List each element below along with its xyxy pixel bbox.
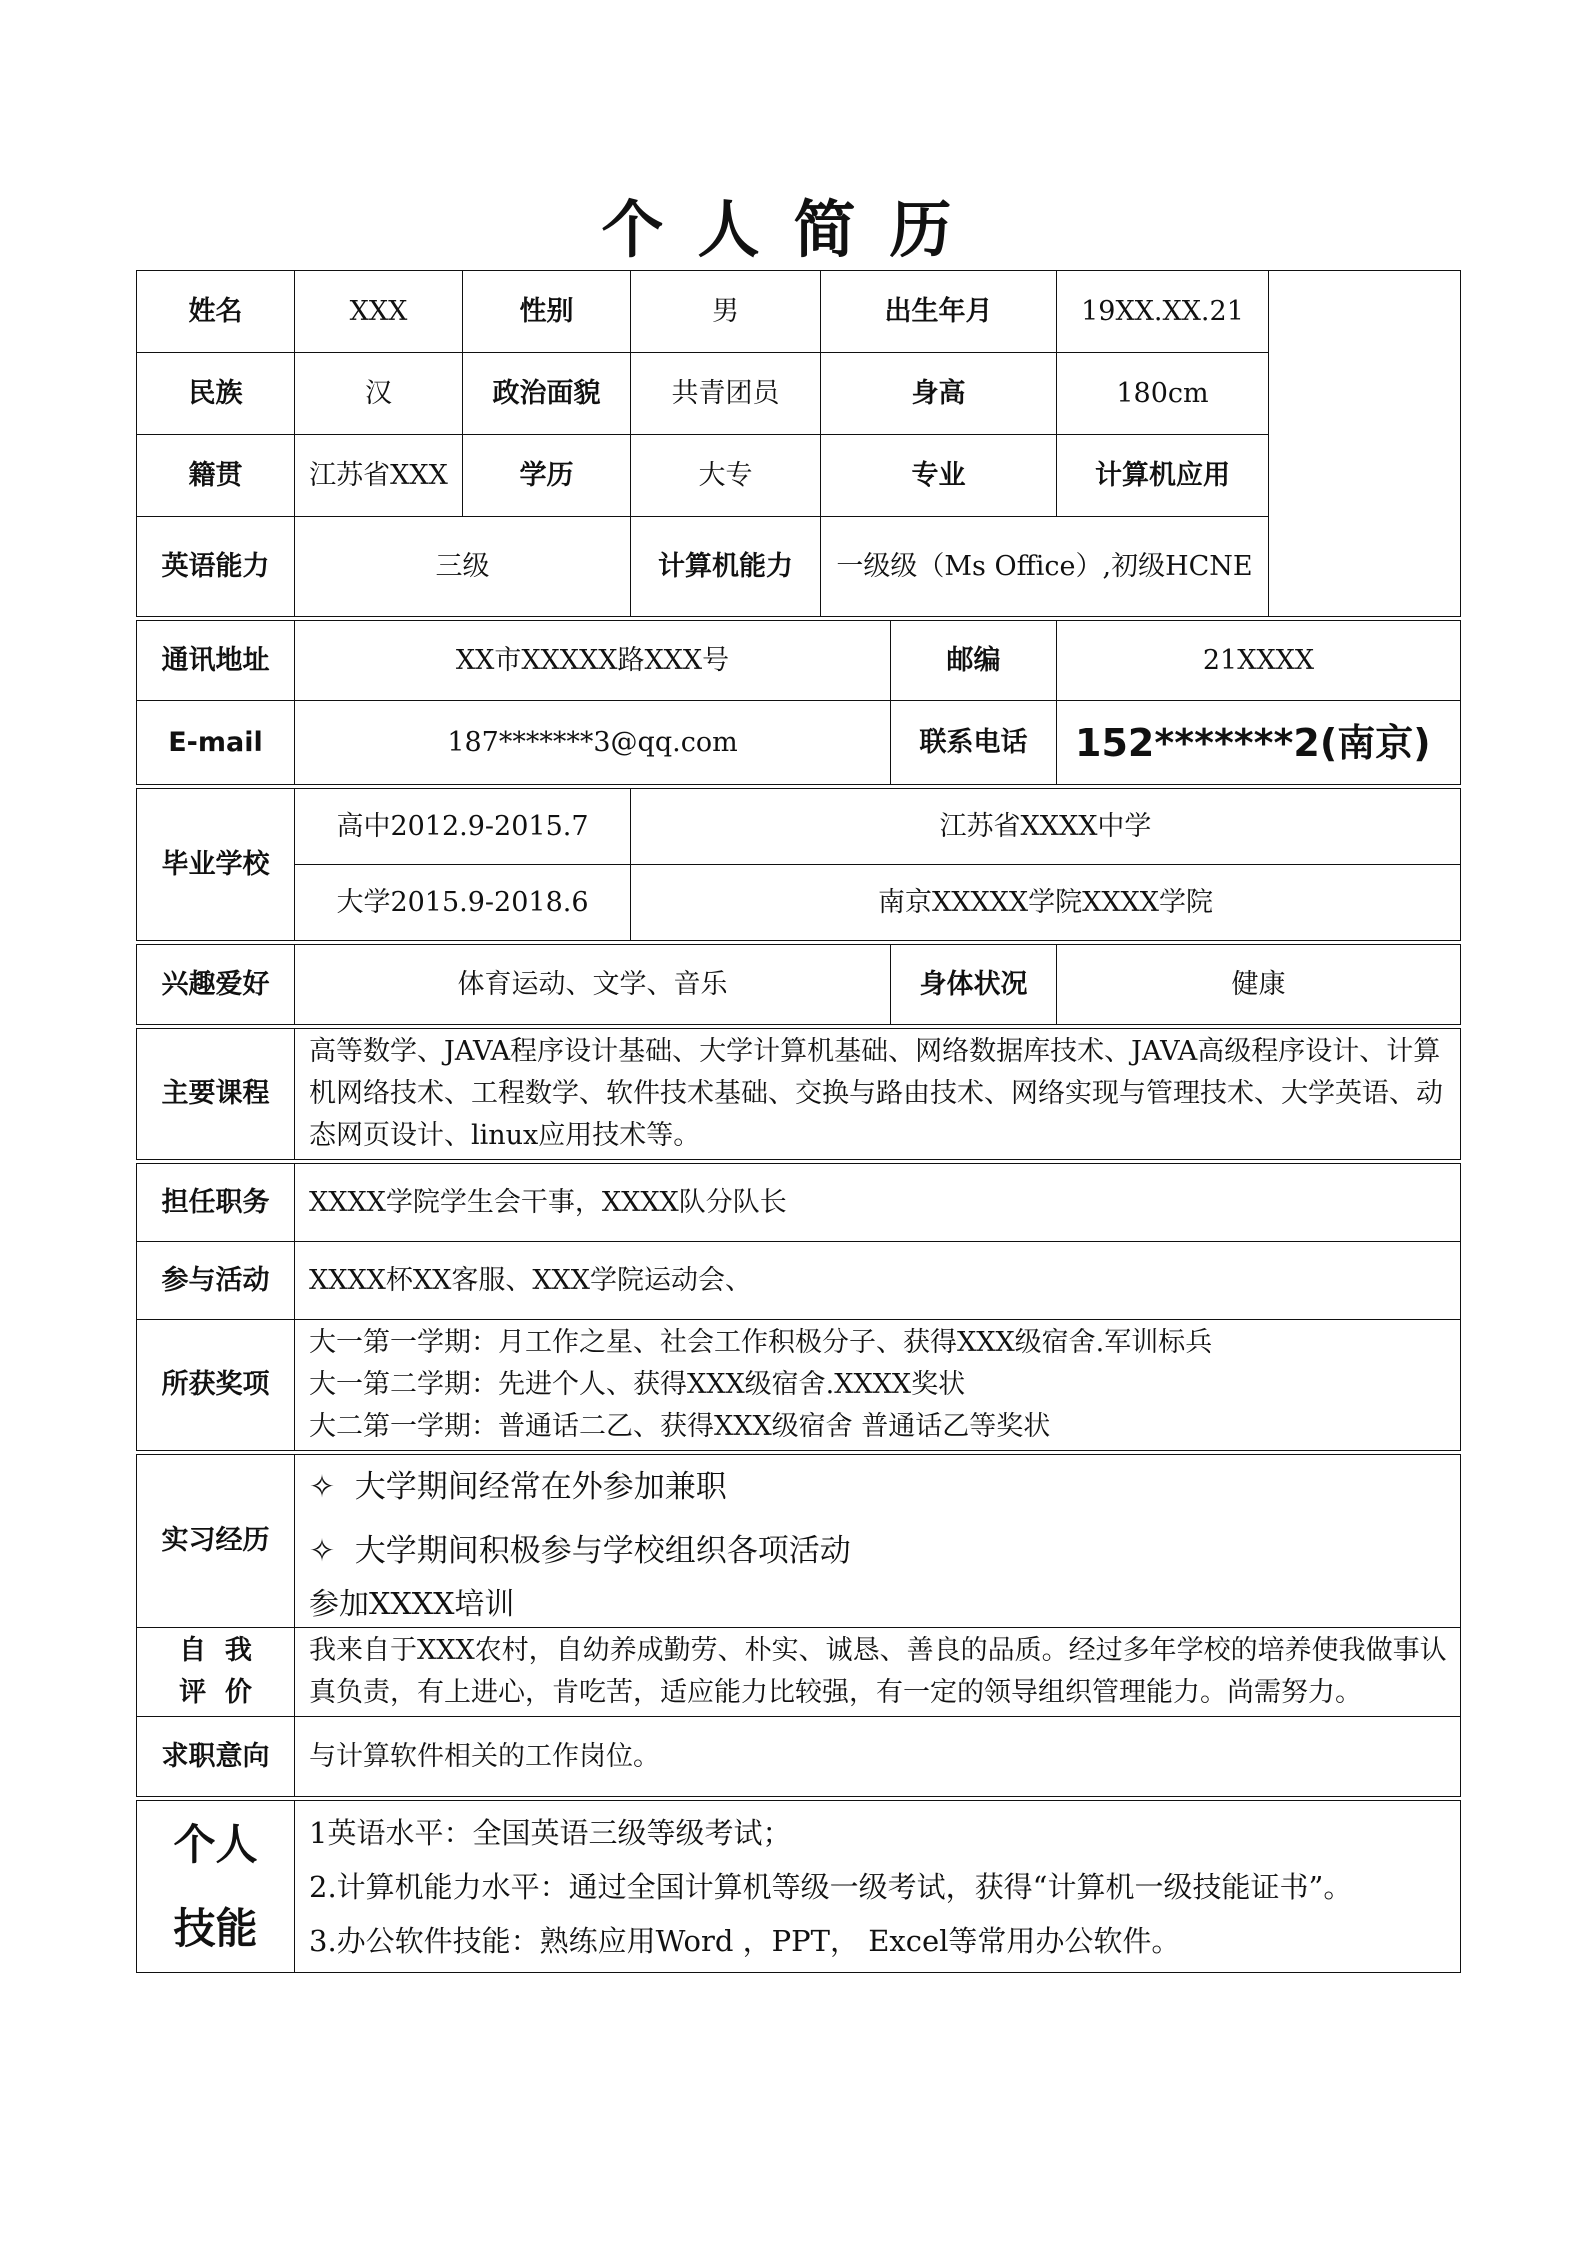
school-label: 毕业学校 [137, 789, 295, 941]
hobby-label: 兴趣爱好 [137, 945, 295, 1025]
intention-value: 与计算软件相关的工作岗位。 [295, 1717, 1461, 1797]
hobby-value: 体育运动、文学、音乐 [295, 945, 891, 1025]
height-value: 180cm [1057, 353, 1269, 435]
native-label: 籍贯 [137, 435, 295, 517]
school-name-2: 南京XXXXX学院XXXX学院 [631, 865, 1461, 941]
major-value: 计算机应用 [1057, 435, 1269, 517]
activity-label: 参与活动 [137, 1242, 295, 1320]
self-eval-label-1: 自 我 [179, 1635, 252, 1666]
skills-value [295, 1801, 1461, 1973]
internship-text-1: 大学期间经常在外参加兼职 [354, 1469, 727, 1505]
row-school-2 [137, 865, 1461, 941]
email-value: 187*******3@qq.com [295, 701, 891, 785]
phone-label: 联系电话 [891, 701, 1057, 785]
school-name-1: 江苏省XXXX中学 [631, 789, 1461, 865]
skills-label [137, 1801, 295, 1973]
major-label: 专业 [821, 435, 1057, 517]
award-line-2: 大一第二学期：先进个人、获得XXX级宿舍.XXXX奖状 [309, 1369, 966, 1400]
health-label: 身体状况 [891, 945, 1057, 1025]
row-internship [137, 1455, 1461, 1628]
row-address [137, 621, 1461, 701]
english-label: 英语能力 [137, 517, 295, 617]
zip-value: 21XXXX [1057, 621, 1461, 701]
health-value: 健康 [1057, 945, 1461, 1025]
row-name [137, 271, 1461, 353]
edu-value: 大专 [631, 435, 821, 517]
photo-area [1269, 271, 1461, 617]
birth-label: 出生年月 [821, 271, 1057, 353]
courses-label: 主要课程 [137, 1029, 295, 1160]
political-value: 共青团员 [631, 353, 821, 435]
row-duty [137, 1164, 1461, 1242]
address-value: XX市XXXXX路XXX号 [295, 621, 891, 701]
self-eval-label [137, 1628, 295, 1717]
birth-value: 19XX.XX.21 [1057, 271, 1269, 353]
computer-label: 计算机能力 [631, 517, 821, 617]
awards-value [295, 1320, 1461, 1451]
row-english [137, 517, 1461, 617]
row-ethnic [137, 353, 1461, 435]
row-activity [137, 1242, 1461, 1320]
row-school-1 [137, 789, 1461, 865]
gender-label: 性别 [463, 271, 631, 353]
internship-text-2: 大学期间积极参与学校组织各项活动 [354, 1533, 851, 1569]
internship-item-2 [309, 1519, 1454, 1583]
email-label: E-mail [137, 701, 295, 785]
row-awards [137, 1320, 1461, 1451]
row-native [137, 435, 1461, 517]
english-value: 三级 [295, 517, 631, 617]
political-label: 政治面貌 [463, 353, 631, 435]
zip-label: 邮编 [891, 621, 1057, 701]
resume-table [136, 270, 1461, 1973]
native-value: 江苏省XXX [295, 435, 463, 517]
name-value: XXX [295, 271, 463, 353]
school-period-1: 高中2012.9-2015.7 [295, 789, 631, 865]
intention-label: 求职意向 [137, 1717, 295, 1797]
skill-line-1: 1英语水平：全国英语三级等级考试； [309, 1815, 792, 1850]
school-period-2: 大学2015.9-2018.6 [295, 865, 631, 941]
resume-sheet [136, 270, 1460, 1973]
skill-line-3: 3.办公软件技能：熟练应用Word ，PPT， Excel等常用办公软件。 [309, 1923, 1181, 1958]
row-hobby [137, 945, 1461, 1025]
ethnic-label: 民族 [137, 353, 295, 435]
ethnic-value: 汉 [295, 353, 463, 435]
bullet-icon: ✧ [309, 1533, 335, 1569]
phone-value: 152*******2(南京) [1057, 701, 1461, 785]
row-email [137, 701, 1461, 785]
address-label: 通讯地址 [137, 621, 295, 701]
awards-label: 所获奖项 [137, 1320, 295, 1451]
duty-value: XXXX学院学生会干事，XXXX队分队长 [295, 1164, 1461, 1242]
skills-label-1: 个人 [173, 1819, 258, 1869]
internship-value [295, 1455, 1461, 1628]
bullet-icon: ✧ [309, 1469, 335, 1505]
internship-extra: 参加XXXX培训 [309, 1587, 515, 1622]
self-eval-value: 我来自于XXX农村，自幼养成勤劳、朴实、诚恳、善良的品质。经过多年学校的培养使我做事认真负责，有上进心，肯吃苦，适应能力比较强，有一定的领导组织管理能力。尚需努力。 [295, 1628, 1461, 1717]
award-line-3: 大二第一学期：普通话二乙、获得XXX级宿舍 普通话乙等奖状 [309, 1411, 1051, 1442]
award-line-1: 大一第一学期：月工作之星、社会工作积极分子、获得XXX级宿舍.军训标兵 [309, 1327, 1213, 1358]
self-eval-label-2: 评 价 [179, 1677, 252, 1708]
name-label: 姓名 [137, 271, 295, 353]
duty-label: 担任职务 [137, 1164, 295, 1242]
computer-value: 一级级（Ms Office）,初级HCNE [821, 517, 1269, 617]
skills-label-2: 技能 [173, 1903, 258, 1953]
internship-item-1 [309, 1455, 1454, 1519]
activity-value: XXXX杯XX客服、XXX学院运动会、 [295, 1242, 1461, 1320]
row-intention [137, 1717, 1461, 1797]
row-courses [137, 1029, 1461, 1160]
skill-line-2: 2.计算机能力水平：通过全国计算机等级一级考试，获得“计算机一级技能证书”。 [309, 1869, 1353, 1904]
height-label: 身高 [821, 353, 1057, 435]
courses-value: 高等数学、JAVA程序设计基础、大学计算机基础、网络数据库技术、JAVA高级程序设计、计算机网络技术、工程数学、软件技术基础、交换与路由技术、网络实现与管理技术、大学英语、动态网页设计、linux应用技术等。 [295, 1029, 1461, 1160]
row-self-eval [137, 1628, 1461, 1717]
gender-value: 男 [631, 271, 821, 353]
page-title: 个人简历 [601, 193, 986, 266]
edu-label: 学历 [463, 435, 631, 517]
internship-label: 实习经历 [137, 1455, 295, 1628]
row-skills [137, 1801, 1461, 1973]
